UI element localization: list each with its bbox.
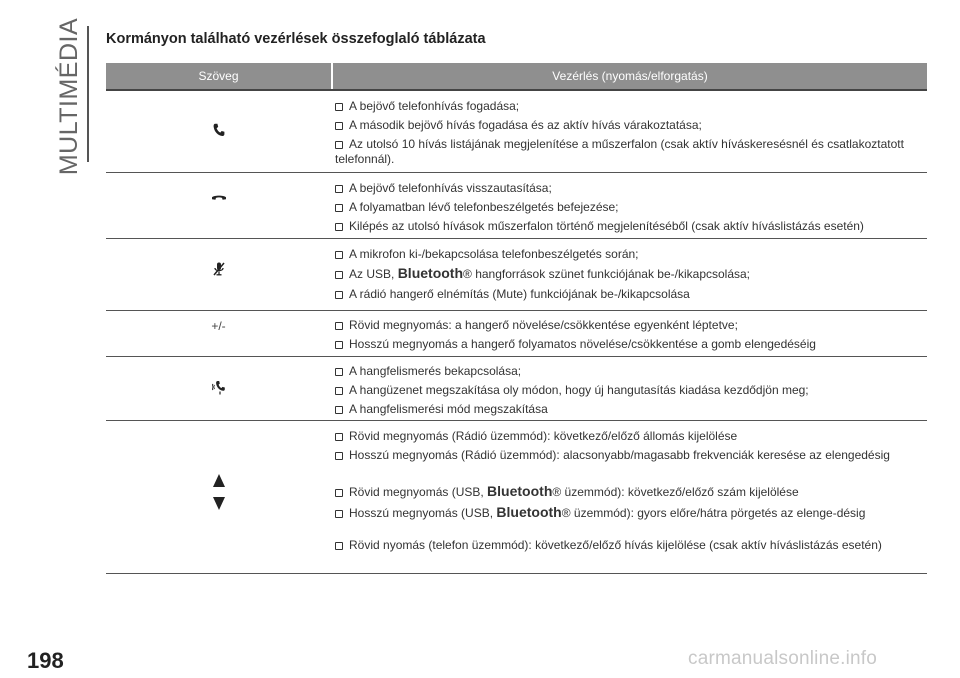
- bullet-icon: [335, 489, 343, 497]
- bullet-icon: [335, 406, 343, 414]
- phone-hangup-icon: [106, 193, 331, 201]
- bullet-icon: [335, 122, 343, 130]
- bullet-icon: [335, 141, 343, 149]
- list-item: A második bejövő hívás fogadása és az aktív hívás várakoztatása;: [335, 118, 920, 133]
- table-row: [106, 239, 927, 310]
- list-item: Az USB, Bluetooth® hangforrások szünet funkciójának be-/kikapcsolása;: [335, 266, 920, 282]
- bullet-icon: [335, 322, 343, 330]
- list-item: Hosszú megnyomás (Rádió üzemmód): alacsonyabb/magasabb frekvenciák keresése az elengedésig: [335, 448, 920, 463]
- list-item: Hosszú megnyomás a hangerő folyamatos növelése/csökkentése a gomb elengedéséig: [335, 337, 920, 352]
- bullet-icon: [335, 433, 343, 441]
- mute-icon: [106, 261, 331, 277]
- list-item: A folyamatban lévő telefonbeszélgetés befejezése;: [335, 200, 920, 215]
- column-header-text: Szöveg: [198, 69, 239, 83]
- bullet-icon: [335, 542, 343, 550]
- bullet-icon: [335, 185, 343, 193]
- side-divider: [87, 26, 89, 162]
- volume-plus-minus-label: +/-: [211, 319, 226, 333]
- section-side-label-text: MULTIMÉDIA: [55, 17, 84, 175]
- list-item: A rádió hangerő elnémítás (Mute) funkciójának be-/kikapcsolása: [335, 287, 920, 302]
- list-item: A hangüzenet megszakítása oly módon, hogy új hangutasítás kiadása kezdődjön meg;: [335, 383, 920, 398]
- list-item: Rövid megnyomás (USB, Bluetooth® üzemmód): következő/előző szám kijelölése: [335, 484, 920, 500]
- bullet-icon: [335, 251, 343, 259]
- phone-answer-icon: [106, 123, 331, 137]
- bullet-icon: [335, 452, 343, 460]
- bullet-icon: [335, 387, 343, 395]
- bullet-icon: [335, 368, 343, 376]
- table-row: [106, 311, 927, 356]
- list-item: A mikrofon ki-/bekapcsolása telefonbeszélgetés során;: [335, 247, 920, 262]
- bullet-icon: [335, 341, 343, 349]
- row-divider: [106, 573, 927, 574]
- bullet-icon: [335, 204, 343, 212]
- table-header: [106, 63, 927, 89]
- list-item: A hangfelismerés bekapcsolása;: [335, 364, 920, 379]
- list-item: Rövid nyomás (telefon üzemmód): következő/előző hívás kijelölése (csak aktív híváslistázás esetén): [335, 538, 920, 553]
- bluetooth-brand: Bluetooth: [487, 483, 553, 499]
- column-header-control: Vezérlés (nyomás/elforgatás): [552, 69, 708, 83]
- table-row: [106, 357, 927, 420]
- list-item: Kilépés az utolsó hívások műszerfalon történő megjelenítéséből (csak aktív híváslistázás esetén): [335, 219, 920, 234]
- table-row: [106, 421, 927, 573]
- bullet-icon: [335, 291, 343, 299]
- table-row: [106, 91, 927, 172]
- bluetooth-brand: Bluetooth: [397, 265, 464, 281]
- list-item: A bejövő telefonhívás visszautasítása;: [335, 181, 920, 196]
- section-side-label: [50, 17, 90, 175]
- list-item: Az utolsó 10 hívás listájának megjelenítése a műszerfalon (csak aktív híváskeresésnél és csatlakoztatott telefonnál).: [335, 137, 904, 166]
- bullet-icon: [335, 271, 343, 279]
- list-item: Rövid megnyomás: a hangerő növelése/csökkentése egyenként léptetve;: [335, 318, 920, 333]
- bluetooth-brand: Bluetooth: [496, 504, 562, 520]
- list-item: Hosszú megnyomás (USB, Bluetooth® üzemmód): gyors előre/hátra pörgetés az elenge-désig: [335, 505, 920, 521]
- voice-command-icon: [106, 379, 331, 395]
- bullet-icon: [335, 223, 343, 231]
- list-item: A hangfelismerési mód megszakítása: [335, 402, 920, 417]
- watermark: carmanualsonline.info: [688, 648, 878, 669]
- table-row: [106, 173, 927, 238]
- page-number: 198: [27, 648, 64, 673]
- up-down-arrows-icon: [106, 473, 331, 511]
- page-title: Kormányon található vezérlések összefoglaló táblázata: [106, 31, 486, 47]
- list-item: Rövid megnyomás (Rádió üzemmód): következő/előző állomás kijelölése: [335, 429, 920, 444]
- bullet-icon: [335, 103, 343, 111]
- list-item: A bejövő telefonhívás fogadása;: [335, 99, 920, 114]
- bullet-icon: [335, 510, 343, 518]
